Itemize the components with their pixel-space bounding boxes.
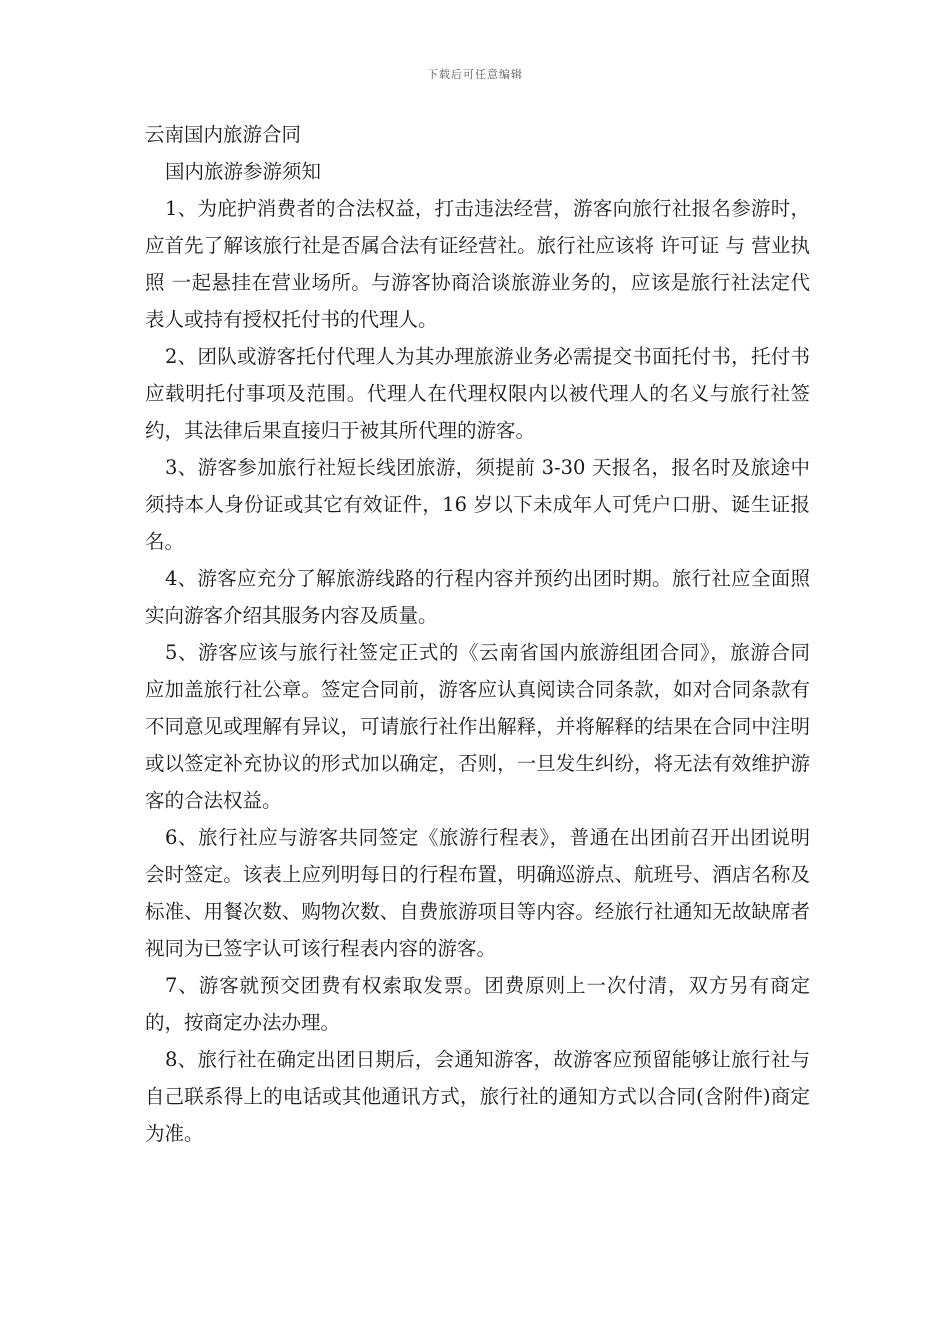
paragraph-8: 8、旅行社在确定出团日期后，会通知游客，故游客应预留能够让旅行社与自己联系得上的电话或其他通讯方式，旅行社的通知方式以合同(含附件)商定为准。 [145,1048,810,1145]
paragraph-1: 1、为庇护消费者的合法权益，打击违法经营，游客向旅行社报名参游时，应首先了解该旅行社是否属合法有证经营社。旅行社应该将 许可证 与 营业执照 一起悬挂在营业场所。与游客协商洽谈旅游业务的，应该是旅行社法定代表人或持有授权托付书的代理人。 [145,197,810,331]
paragraph-2: 2、团队或游客托付代理人为其办理旅游业务必需提交书面托付书，托付书应载明托付事项及范围。代理人在代理权限内以被代理人的名义与旅行社签约，其法律后果直接归于被其所代理的游客。 [145,345,810,442]
document-title: 云南国内旅游合同 [145,123,302,146]
paragraph-3: 3、游客参加旅行社短长线团旅游，须提前 3-30 天报名，报名时及旅途中须持本人身份证或其它有效证件，16 岁以下未成年人可凭户口册、诞生证报名。 [145,456,810,553]
paragraph-5: 5、游客应该与旅行社签定正式的《云南省国内旅游组团合同》，旅游合同应加盖旅行社公章。签定合同前，游客应认真阅读合同条款，如对合同条款有不同意见或理解有异议，可请旅行社作出解释，并将解释的结果在合同中注明或以签定补充协议的形式加以确定，否则，一旦发生纠纷，将无法有效维护游客的合法权益。 [145,641,810,812]
paragraph-4: 4、游客应充分了解旅游线路的行程内容并预约出团时期。旅行社应全面照实向游客介绍其服务内容及质量。 [145,567,810,627]
paragraph-7: 7、游客就预交团费有权索取发票。团费原则上一次付清，双方另有商定的，按商定办法办理。 [145,974,810,1034]
document-body [145,116,810,1152]
page-header-note: 下载后可任意编辑 [427,68,523,81]
section-title: 国内旅游参游须知 [165,160,322,183]
paragraph-6: 6、旅行社应与游客共同签定《旅游行程表》，普通在出团前召开出团说明会时签定。该表上应列明每日的行程布置，明确巡游点、航班号、酒店名称及标准、用餐次数、购物次数、自费旅游项目等内容。经旅行社通知无故缺席者视同为已签字认可该行程表内容的游客。 [145,826,810,960]
